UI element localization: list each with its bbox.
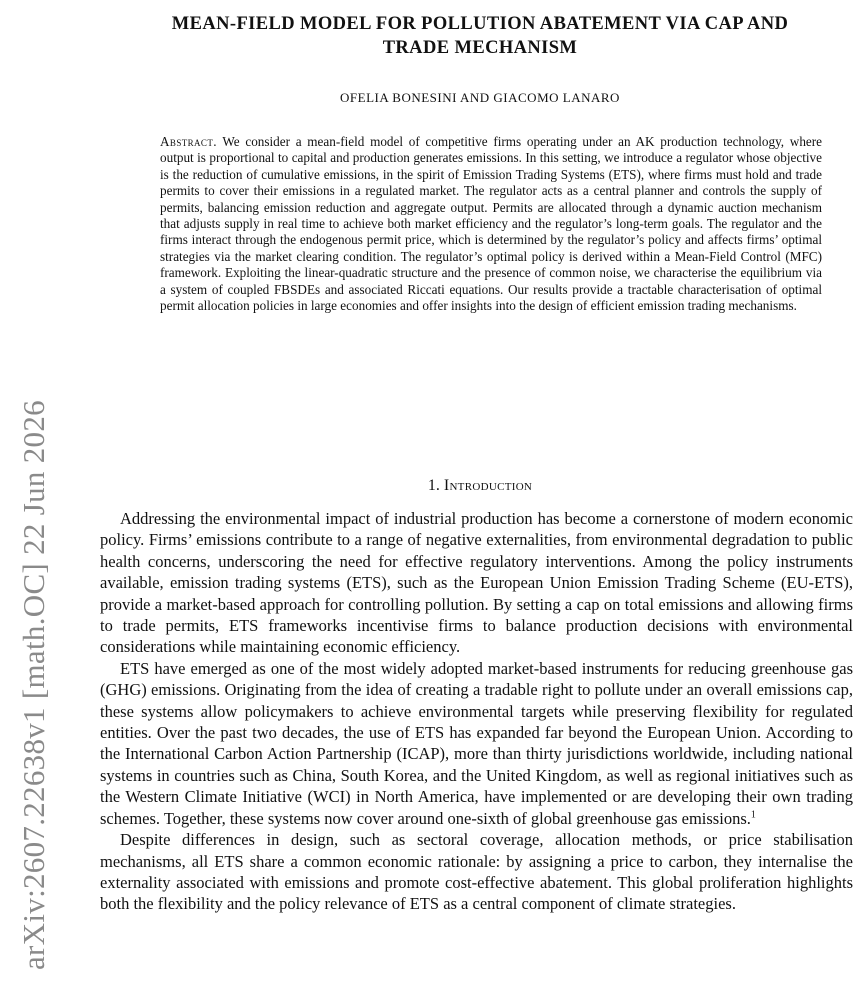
paragraph: Despite differences in design, such as sectoral coverage, allocation methods, or price stabilisation mechanisms, all ETS share a common economic rationale: by assigning a price to carbon, they internalise the externality associated with emissions and promote cost-effective abatement. This global proliferation highlights both the flexibility and the policy relevance of ETS as a central component of climate strategies. [100,830,853,914]
body-text [100,508,853,915]
footnote-marker[interactable]: 1 [750,809,756,821]
arxiv-identifier: arXiv:2607.22638v1 [math.OC] 22 Jun 2026 [16,400,51,970]
paragraph: Addressing the environmental impact of industrial production has become a cornerstone of modern economic policy. Firms’ emissions contribute to a range of negative externalities, from environmental degradation to public health concerns, underscoring the need for effective regulatory interventions. Among the policy instruments available, emission trading systems (ETS), such as the European Union Emission Trading Scheme (EU-ETS), provide a market-based approach for controlling pollution. By setting a cap on total emissions and allowing firms to trade permits, ETS frameworks incentivise firms to balance production decisions with environmental considerations while maintaining economic efficiency. [100,509,853,657]
paragraph [100,658,853,829]
abstract [160,134,822,314]
title-line-2: TRADE MECHANISM [382,38,578,58]
paragraph-text: ETS have emerged as one of the most widely adopted market-based instruments for reducing greenhouse gas (GHG) emissions. Originating from the idea of creating a tradable right to pollute under an overall emissions cap, these systems allow policymakers to achieve environmental targets while preserving flexibility for regulated entities. Over the past two decades, the use of ETS has expanded far beyond the European Union. According to the International Carbon Action Partnership (ICAP), more than thirty jurisdictions worldwide, including national systems in countries such as China, South Korea, and the United Kingdom, as well as regional initiatives such as the Western Climate Initiative (WCI) in North America, have implemented or are developing their own trading schemes. Together, these systems now cover around one-sixth of global greenhouse gas emissions. [100,658,853,828]
abstract-text: We consider a mean-field model of competitive firms operating under an AK production technology, where output is proportional to capital and production generates emissions. In this setting, we introduce a regulator whose objective is the reduction of cumulative emissions, in the spirit of Emission Trading Systems (ETS), where firms must hold and trade permits to cover their emissions in a regulated market. The regulator acts as a central planner and controls the supply of permits, balancing emission reduction and aggregate output. Permits are allocated through a dynamic auction mechanism that adjusts supply in real time to achieve both market efficiency and the regulator’s long-term goals. The regulator and the firms interact through the endogenous permit price, which is determined by the regulator’s policy and affects firms’ optimal strategies via the market clearing condition. The regulator’s optimal policy is derived within a Mean-Field Control (MFC) framework. Exploiting the linear-quadratic structure and the presence of common noise, we characterise the equilibrium via a system of coupled FBSDEs and associated Riccati equations. Our results provide a tractable characterisation of optimal permit allocation policies in large economies and offer insights into the design of efficient emission trading mechanisms. [160,134,823,314]
title-line-1: MEAN-FIELD MODEL FOR POLLUTION ABATEMENT VIA CAP AND [171,14,789,34]
abstract-label: Abstract. [160,134,217,149]
authors: OFELIA BONESINI AND GIACOMO LANARO [340,90,620,105]
section-number: 1. [427,477,440,494]
section-title: Introduction [443,477,533,494]
paper-title [100,12,860,60]
section-heading [100,477,860,495]
